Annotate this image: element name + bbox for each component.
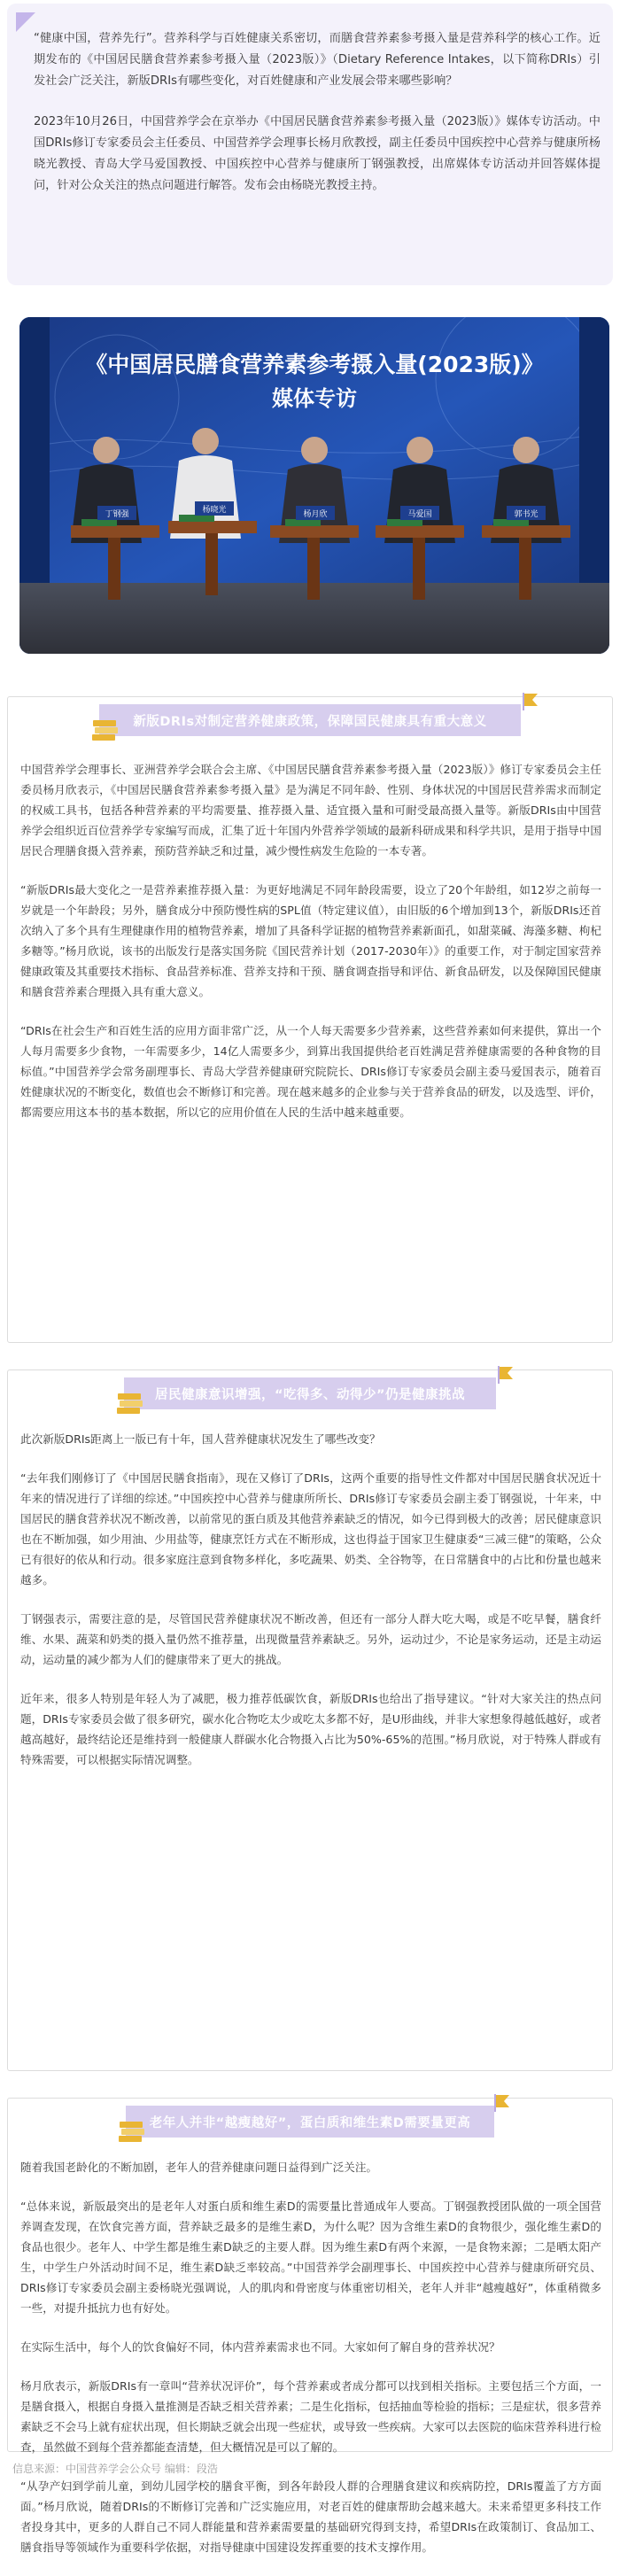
paragraph: “总体来说，新版最突出的是老年人对蛋白质和维生素D的需要量比普通成年人要高。丁钢强教授团队做的一项全国营养调查发现，在饮食完善方面，营养缺乏最多的是维生素D，为什么呢？因为含维生素D的食物很少，强化维生素D的食品也很少。老年人、中学生都是维生素D缺乏的主要人群。因为维生素D有两个来源，一是食物来源；二是晒太阳产生，中学生户外活动时间不足，维生素D缺乏率较高。”中国营养学会副理事长、中国疾控中心营养与健康所研究员、DRIs修订专家委员会副主委杨晓光强调说，人的肌肉和骨密度与体重密切相关，老年人并非“越瘦越好”，体重稍微多一些，对提升抵抗力也有好处。: [20, 2200, 601, 2315]
section-heading-text: 老年人并非“越瘦越好”，蛋白质和维生素D需要量更高: [149, 2115, 471, 2130]
intro-text: [34, 28, 601, 216]
paragraph: 此次新版DRIs距离上一版已有十年，国人营养健康状况发生了哪些改变？: [20, 1432, 381, 1446]
section-heading-text: 新版DRIs对制定营养健康政策，保障国民健康具有重大意义: [133, 714, 487, 729]
paragraph: “从孕产妇到学前儿童，到幼儿园学校的膳食平衡，到各年龄段人群的合理膳食建议和疾病防控，DRIs覆盖了方方面面。”杨月欣说，随着DRIs的不断修订完善和广泛实施应用，对老百姓的健康帮助会越来越大。未来希望更多科技工作者投身其中，更多的人群自己不同人群能量和营养素需要量的基础研究得到支持，希望DRIs在政策制订、食品加工、膳食指导等领域作为重要科学依据，对指导健康中国建设发挥重要的技术支撑作用。: [20, 2479, 601, 2554]
section-heading: [126, 2106, 494, 2138]
section-heading-text: 居民健康意识增强，“吃得多、动得少”仍是健康挑战: [154, 1387, 466, 1402]
intro-paragraph: 2023年10月26日，中国营养学会在京举办《中国居民膳食营养素参考摄入量（2023版）》媒体专访活动。中国DRIs修订专家委员会主任委员、中国营养学会理事长杨月欣教授，副主任委员中国疾控中心营养与健康所杨晓光教授、青岛大学马爱国教授、中国疾控中心营养与健康所丁钢强教授，出席媒体专访活动并回答媒体提问，针对公众关注的热点问题进行解答。发布会由杨晓光教授主持。: [34, 115, 601, 192]
paragraph: “新版DRIs最大变化之一是营养素推荐摄入量：为更好地满足不同年龄段需要，设立了20个年龄组，如12岁之前每一岁就是一个年龄段；另外，膳食成分中预防慢性病的SPL值（特定建议值），由旧版的6个增加到13个，新版DRIs还首次纳入了多个具有生理健康作用的植物营养素，增加了具备科学证据的植物营养素新面孔，如甜菜碱、海藻多糖、枸杞多糖等。”杨月欣说，该书的出版发行是落实国务院《国民营养计划（2017-2030年）》的重要工作，对于制定国家营养健康政策及其重要技术指标、食品营养标准、营养支持和干预、膳食调查指导和评估、新食品研发，以及保障国民健康和膳食营养素合理摄入具有重大意义。: [20, 883, 601, 998]
intro-card: [7, 4, 613, 285]
nameplate: 杨晓光: [202, 506, 227, 515]
section-1: [7, 696, 613, 1343]
source-footer: 信息来源：中国营养学会公众号 编辑：段浩: [12, 2463, 218, 2475]
books-icon: [118, 2118, 146, 2143]
section-body: [20, 1429, 601, 1788]
flag-icon: [522, 692, 539, 711]
banner-subtitle: 媒体专访: [272, 386, 357, 411]
paragraph: 近年来，很多人特别是年轻人为了减肥，极力推荐低碳饮食，新版DRIs也给出了指导建议。“针对大家关注的热点问题，DRIs专家委员会做了很多研究，碳水化合物吃太少或吃太多都不好，是U形曲线，并非大家想象得越低越好，或者越高越好，最终结论还是维持到一般健康人群碳水化合物摄入占比为50%-65%的范围。”杨月欣说，对于特殊人群或有特殊需要，可以根据实际情况调整。: [20, 1692, 601, 1766]
paragraph: “去年我们刚修订了《中国居民膳食指南》，现在又修订了DRIs，这两个重要的指导性文件都对中国居民膳食状况近十年来的情况进行了详细的综述。”中国疾控中心营养与健康所所长、DRIs修订专家委员会副主委丁钢强说，十年来，中国居民的膳食营养状况不断改善，以前常见的蛋白质及其他营养素缺乏的情况，如今已得到极大的改善；居民健康意识也在不断加强，如少用油、少用盐等，健康烹饪方式在不断形成，这也得益于国家卫生健康委“三减三健”的策略，公众已有很好的依从和行动。很多家庭注意到食物多样化，多吃蔬果、奶类、全谷物等，在日常膳食中的占比和份量也越来越多。: [20, 1471, 601, 1587]
paragraph: 随着我国老龄化的不断加剧，老年人的营养健康问题日益得到广泛关注。: [20, 2161, 377, 2174]
books-icon: [91, 717, 120, 741]
intro-paragraph: “健康中国，营养先行”。营养科学与百姓健康关系密切，而膳食营养素参考摄入量是营养科学的核心工作。近期发布的《中国居民膳食营养素参考摄入量（2023版）》（Dietary Reference Intakes，以下简称DRIs）引发社会广泛关注，新版DRIs有哪些变化，对百姓健康和产业发展会带来哪些影响？: [34, 32, 601, 88]
section-heading: [99, 704, 521, 736]
paragraph: 在实际生活中，每个人的饮食偏好不同，体内营养素需求也不同。大家如何了解自身的营养状况？: [20, 2340, 500, 2354]
nameplate: 郭书光: [514, 510, 539, 519]
section-body: [20, 2157, 601, 2576]
banner-title: 《中国居民膳食营养素参考摄入量(2023版)》: [85, 352, 544, 377]
section-heading: [124, 1377, 496, 1409]
nameplate: 丁钢强: [105, 510, 129, 519]
section-body: [20, 759, 601, 1141]
paragraph: 杨月欣表示，新版DRIs有一章叫“营养状况评价”，每个营养素或者成分都可以找到相关指标。主要包括三个方面，一是膳食摄入，根据自身摄入量推测是否缺乏相关营养素；二是生化指标，包括抽血等检验的指标；三是症状，很多营养素缺乏不会马上就有症状出现，但长期缺乏就会出现一些症状，或导致一些疾病。大家可以去医院的临床营养科进行检查，虽然做不到每个营养都能查清楚，但大概情况是可以了解的。: [20, 2379, 601, 2454]
nameplate: 马爱国: [407, 510, 432, 519]
paragraph: 丁钢强表示，需要注意的是，尽管国民营养健康状况不断改善，但还有一部分人群大吃大喝，或是不吃早餐，膳食纤维、水果、蔬菜和奶类的摄入量仍然不推荐量，出现微量营养素缺乏。另外，运动过少，不论是家务运动，还是主动运动，运动量的减少都为人们的健康带来了更大的挑战。: [20, 1612, 601, 1666]
section-2: [7, 1369, 613, 2071]
flag-icon: [497, 1365, 515, 1385]
paragraph: 中国营养学会理事长、亚洲营养学会联合会主席、《中国居民膳食营养素参考摄入量（2023版）》修订专家委员会主任委员杨月欣表示，《中国居民膳食营养素参考摄入量》是为满足不同年龄、性别、身体状况的中国居民营养需求而制定的权威工具书，包括各种营养素的平均需要量、推荐摄入量、适宜摄入量和可耐受最高摄入量等。新版DRIs由中国营养学会组织近百位营养学专家编写而成，汇集了近十年国内外营养学领域的最新科研成果和科学共识，是用于指导中国居民合理膳食摄入营养素，预防营养缺乏和过量，减少慢性病发生危险的一本专著。: [20, 763, 601, 857]
flag-icon: [493, 2093, 511, 2113]
paragraph: “DRIs在社会生产和百姓生活的应用方面非常广泛，从一个人每天需要多少营养素，这些营养素如何来提供，算出一个人每月需要多少食物，一年需要多少，14亿人需要多少，到算出我国提供给老百姓满足营养健康需要的各种食物的目标值。”中国营养学会常务副理事长、青岛大学营养健康研究院院长、DRIs修订专家委员会副主委马爱国表示，随着百姓健康状况的不断变化，数值也会不断修订和完善。现在越来越多的企业参与关于营养食品的研发，以及选型、评价，都需要应用这本书的基本数据，所以它的应用价值在人民的生活中越来越重要。: [20, 1024, 601, 1119]
nameplate: 杨月欣: [303, 510, 328, 519]
books-icon: [116, 1390, 144, 1415]
press-conference-photo: [19, 317, 609, 654]
